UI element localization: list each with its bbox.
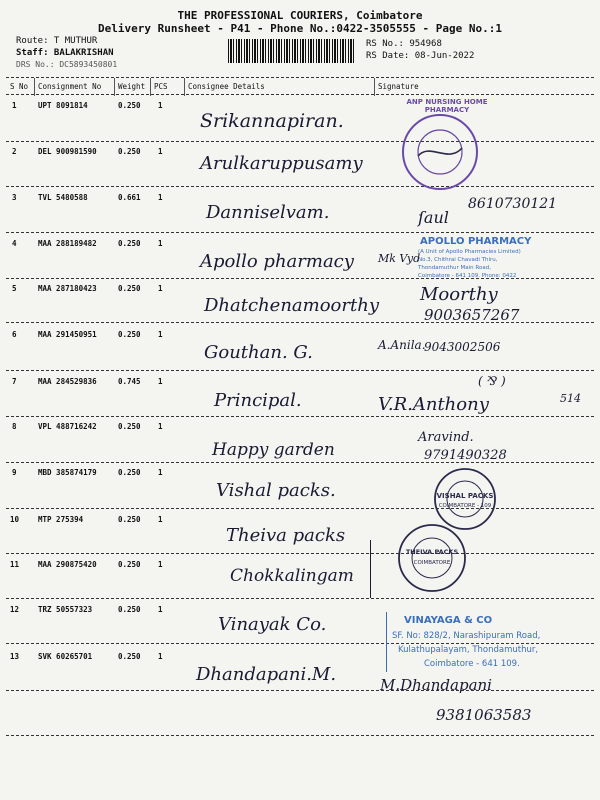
row-consignment: MAA 287180423 [38, 284, 97, 293]
consignee-name: Happy garden [212, 440, 335, 460]
row-rule [6, 232, 594, 233]
row-weight: 0.250 [118, 652, 141, 661]
row-sno: 3 [12, 193, 17, 202]
col-sno: S No [10, 82, 29, 91]
row-sno: 4 [12, 239, 17, 248]
apollo-stamp-line: (A Unit of Apollo Pharmacies Limited) [418, 249, 521, 255]
row-consignment: MAA 288189482 [38, 239, 97, 248]
consignee-name: Gouthan. G. [204, 342, 313, 363]
row-pcs: 1 [158, 605, 163, 614]
rs-date: RS Date: 08-Jun-2022 [366, 51, 475, 61]
row-consignment: MBD 385874179 [38, 468, 97, 477]
col-signature: Signature [378, 82, 419, 91]
row-weight: 0.250 [118, 560, 141, 569]
consignee-name: Vinayak Co. [218, 614, 327, 635]
row-sno: 1 [12, 101, 17, 110]
signature-mark: ( ⅋ ) [478, 374, 506, 388]
table-header-rule [6, 94, 594, 95]
staff-label: Staff: BALAKRISHAN [16, 48, 114, 58]
row-pcs: 1 [158, 193, 163, 202]
signature-phone: 9043002506 [424, 340, 501, 354]
row-sno: 5 [12, 284, 17, 293]
signature-number: 514 [560, 392, 581, 405]
theiva-stamp [396, 522, 468, 594]
col-divider [114, 78, 115, 96]
row-rule [6, 186, 594, 187]
row-pcs: 1 [158, 330, 163, 339]
signature-mark: Mk Vyd [378, 252, 421, 265]
row-pcs: 1 [158, 284, 163, 293]
row-consignment: SVK 60265701 [38, 652, 93, 661]
drs-label: DRS No.: DC5893450801 [16, 60, 118, 69]
col-divider [184, 78, 185, 96]
col-weight: Weight [118, 82, 146, 91]
row-rule [6, 690, 594, 691]
row-pcs: 1 [158, 101, 163, 110]
signature-name: A.Anila. [378, 338, 426, 352]
col-pcs: PCS [154, 82, 168, 91]
pharmacy-stamp-text: ANP NURSING HOME PHARMACY [406, 98, 488, 114]
vinayaga-stamp-line: Coimbatore - 641 109. [424, 659, 520, 669]
apollo-stamp-line: No.3, Chithrai Chavadi Thiru, [418, 257, 498, 263]
signature-name: M.Dhandapani [380, 676, 492, 694]
row-weight: 0.250 [118, 147, 141, 156]
row-rule [6, 370, 594, 371]
row-weight: 0.745 [118, 377, 141, 386]
consignee-name: Dhandapani.M. [196, 664, 337, 685]
row-sno: 8 [12, 422, 17, 431]
vinayaga-stamp-title: VINAYAGA & CO [404, 615, 493, 626]
row-sno: 7 [12, 377, 17, 386]
consignee-name: Apollo pharmacy [200, 251, 354, 272]
col-divider [374, 78, 375, 96]
theiva-stamp-text: THEIVA PACKS [405, 548, 459, 556]
row-rule [6, 553, 594, 554]
signature-phone: 9381063583 [436, 706, 532, 724]
vinayaga-stamp-line: SF. No: 828/2, Narashipuram Road, [392, 631, 541, 641]
signature-name: Moorthy [420, 284, 498, 305]
signature-mark: ſaul [418, 208, 449, 227]
signature-phone: 9003657267 [424, 306, 520, 324]
row-weight: 0.250 [118, 101, 141, 110]
theiva-stamp-city: COIMBATORE [413, 560, 451, 566]
row-sno: 10 [10, 515, 20, 524]
row-weight: 0.250 [118, 239, 141, 248]
pen-stroke [370, 540, 371, 598]
row-rule [6, 416, 594, 417]
col-consignee: Consignee Details [188, 82, 265, 91]
row-sno: 13 [10, 652, 20, 661]
row-pcs: 1 [158, 652, 163, 661]
row-rule [6, 735, 594, 736]
runsheet-title: Delivery Runsheet - P41 - Phone No.:0422-3505555 - Page No.:1 [98, 22, 502, 35]
consignee-name: Vishal packs. [216, 480, 336, 501]
row-consignment: VPL 488716242 [38, 422, 97, 431]
row-consignment: MAA 290875420 [38, 560, 97, 569]
row-weight: 0.250 [118, 515, 141, 524]
row-pcs: 1 [158, 147, 163, 156]
vinayaga-stamp-line: Kulathupalayam, Thondamuthur, [398, 645, 539, 655]
row-consignment: MAA 284529836 [38, 377, 97, 386]
company-title: THE PROFESSIONAL COURIERS, Coimbatore [177, 9, 423, 22]
consignee-name: Principal. [214, 390, 302, 411]
stamp-border [386, 612, 387, 672]
row-weight: 0.250 [118, 330, 141, 339]
row-sno: 12 [10, 605, 20, 614]
signature-name: V.R.Anthony [378, 394, 489, 415]
barcode [228, 39, 356, 63]
row-weight: 0.250 [118, 284, 141, 293]
table-top-rule [6, 77, 594, 78]
row-consignment: UPT 8091814 [38, 101, 88, 110]
row-weight: 0.250 [118, 605, 141, 614]
col-divider [150, 78, 151, 96]
signature-phone: 9791490328 [424, 448, 507, 463]
row-rule [6, 643, 594, 644]
row-sno: 6 [12, 330, 17, 339]
col-divider [34, 78, 35, 96]
row-pcs: 1 [158, 515, 163, 524]
consignee-name: Arulkaruppusamy [200, 153, 363, 174]
signature-name: Aravind. [418, 430, 474, 445]
consignee-name: Danniselvam. [206, 202, 330, 223]
row-consignment: DEL 900981590 [38, 147, 97, 156]
rs-number: RS No.: 954968 [366, 39, 442, 49]
consignee-name: Dhatchenamoorthy [204, 295, 379, 316]
row-sno: 9 [12, 468, 17, 477]
signature-phone: 8610730121 [468, 196, 558, 212]
row-rule [6, 141, 594, 142]
row-pcs: 1 [158, 239, 163, 248]
consignee-name: Srikannapiran. [200, 110, 344, 132]
row-sno: 11 [10, 560, 20, 569]
apollo-stamp-line: Coimbatore - 641 109. Phone: 0422 [418, 273, 517, 279]
row-rule [6, 508, 594, 509]
row-weight: 0.661 [118, 193, 141, 202]
row-pcs: 1 [158, 377, 163, 386]
row-weight: 0.250 [118, 422, 141, 431]
apollo-stamp-title: APOLLO PHARMACY [420, 236, 532, 247]
row-rule [6, 598, 594, 599]
consignee-name: Chokkalingam [230, 566, 354, 586]
route-label: Route: T MUTHUR [16, 36, 98, 46]
apollo-stamp-line: Thondamuthur Main Road, [418, 265, 491, 271]
vishal-stamp-city: COIMBATORE - 109 [438, 503, 492, 509]
row-pcs: 1 [158, 560, 163, 569]
pharmacy-stamp [400, 112, 480, 192]
consignee-name: Theiva packs [226, 525, 346, 546]
row-consignment: TVL 5480588 [38, 193, 88, 202]
row-weight: 0.250 [118, 468, 141, 477]
row-consignment: TRZ 50557323 [38, 605, 93, 614]
row-pcs: 1 [158, 468, 163, 477]
row-consignment: MAA 291450951 [38, 330, 97, 339]
row-consignment: MTP 275394 [38, 515, 84, 524]
vishal-stamp-text: VISHAL PACKS [436, 492, 494, 500]
col-consignment: Consignment No [38, 82, 102, 91]
row-sno: 2 [12, 147, 17, 156]
row-pcs: 1 [158, 422, 163, 431]
